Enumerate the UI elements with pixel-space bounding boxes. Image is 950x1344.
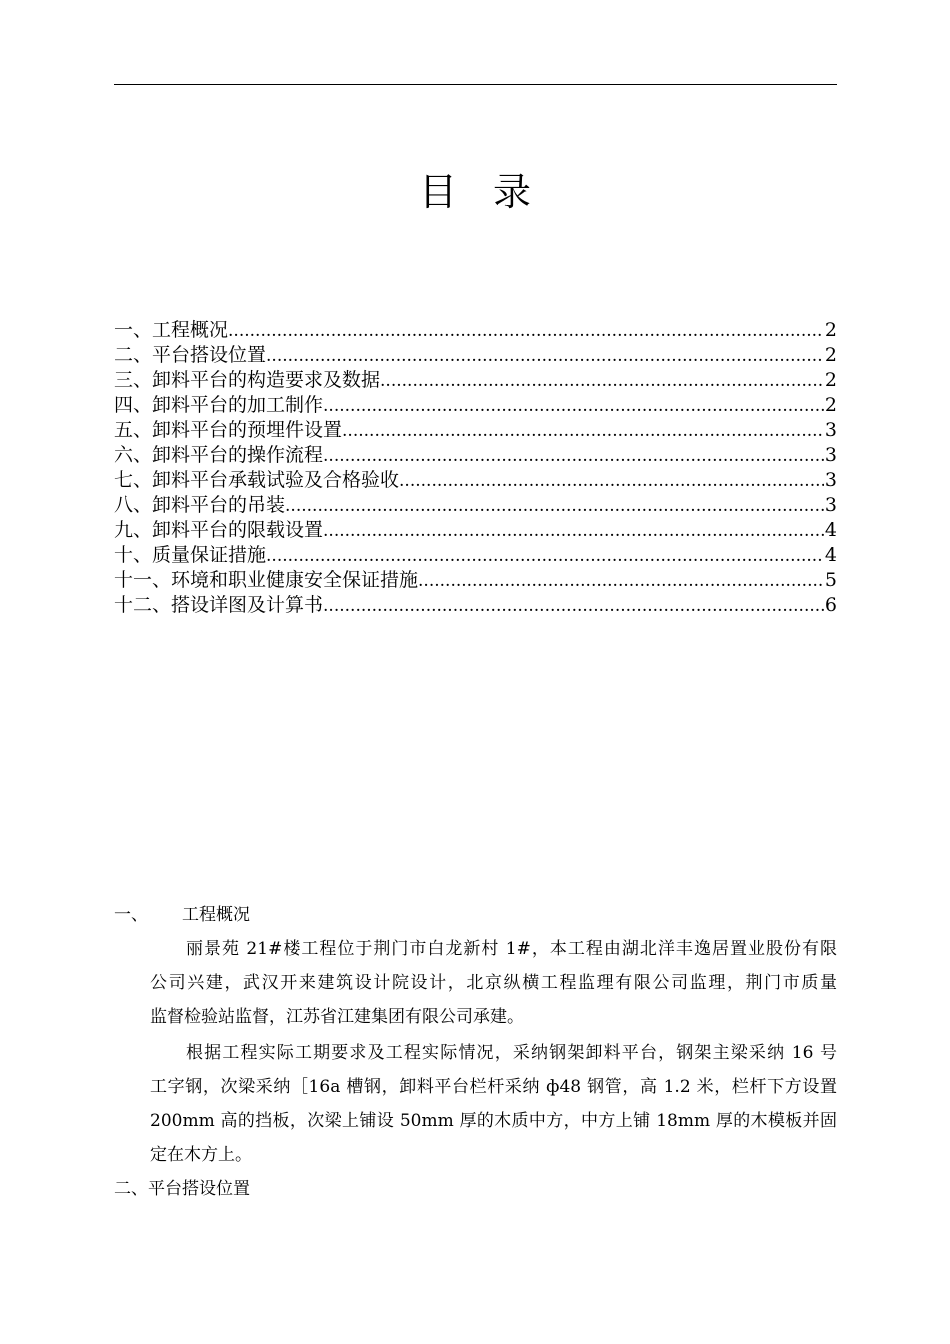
toc-entry[interactable]: [114, 493, 837, 518]
toc-entry[interactable]: [114, 418, 837, 443]
toc-entry-label: 十、质量保证措施: [114, 544, 267, 566]
body-text: [114, 900, 837, 1206]
toc-entry[interactable]: [114, 543, 837, 568]
toc-leader-dots: [285, 494, 824, 519]
paragraph-line: 根据工程实际工期要求及工程实际情况，采纳钢架卸料平台，钢架主梁采纳 16 号: [186, 1043, 837, 1063]
toc-entry-label: 九、卸料平台的限载设置: [114, 519, 324, 541]
toc-title: 目录: [418, 170, 567, 214]
toc-entry-page: 2: [824, 344, 837, 366]
toc-entry-page: 5: [824, 569, 837, 591]
toc-entry[interactable]: [114, 568, 837, 593]
toc-entry[interactable]: [114, 393, 837, 418]
toc-entry-page: 3: [824, 469, 837, 491]
toc-leader-dots: [228, 319, 824, 344]
header-rule: [114, 84, 837, 85]
toc-leader-dots: [323, 394, 824, 419]
toc-entry-page: 2: [824, 394, 837, 416]
toc-leader-dots: [323, 519, 824, 544]
toc-entry-label: 五、卸料平台的预埋件设置: [114, 419, 343, 441]
toc-leader-dots: [399, 469, 824, 494]
table-of-contents: [114, 318, 837, 618]
toc-entry-label: 一、工程概况: [114, 319, 229, 341]
toc-leader-dots: [323, 444, 824, 469]
toc-leader-dots: [342, 419, 824, 444]
toc-entry[interactable]: [114, 443, 837, 468]
paragraph-line: 工字钢，次梁采纳［16a 槽钢，卸料平台栏杆采纳 ф48 钢管，高 1.2 米，栏杆下方设置: [150, 1077, 837, 1097]
toc-leader-dots: [418, 569, 824, 594]
toc-leader-dots: [266, 544, 824, 569]
toc-entry[interactable]: [114, 318, 837, 343]
toc-entry-page: 3: [824, 444, 837, 466]
toc-entry-page: 3: [824, 494, 837, 516]
paragraph: [114, 1036, 837, 1172]
paragraph-line: 公司兴建，武汉开来建筑设计院设计，北京纵横工程监理有限公司监理，荆门市质量: [150, 973, 837, 993]
toc-entry-label: 三、卸料平台的构造要求及数据: [114, 369, 381, 391]
toc-leader-dots: [266, 344, 824, 369]
toc-entry[interactable]: [114, 593, 837, 618]
toc-entry-label: 六、卸料平台的操作流程: [114, 444, 324, 466]
toc-entry[interactable]: [114, 368, 837, 393]
toc-entry-label: 八、卸料平台的吊装: [114, 494, 286, 516]
toc-entry-label: 七、卸料平台承载试验及合格验收: [114, 469, 400, 491]
toc-entry-page: 2: [824, 319, 837, 341]
toc-entry[interactable]: [114, 343, 837, 368]
toc-entry-label: 十一、环境和职业健康安全保证措施: [114, 569, 419, 591]
toc-entry-page: 2: [824, 369, 837, 391]
toc-entry-label: 四、卸料平台的加工制作: [114, 394, 324, 416]
toc-leader-dots: [380, 369, 824, 394]
section-number: 一、: [114, 905, 148, 925]
toc-leader-dots: [323, 594, 824, 619]
paragraph-line: 200mm 高的挡板，次梁上铺设 50mm 厚的木质中方，中方上铺 18mm 厚的木模板并固: [150, 1111, 837, 1131]
toc-entry-label: 二、平台搭设位置: [114, 344, 267, 366]
paragraph: [114, 932, 837, 1034]
toc-entry-label: 十二、搭设详图及计算书: [114, 594, 324, 616]
paragraph-line: 定在木方上。: [150, 1145, 252, 1165]
toc-entry[interactable]: [114, 518, 837, 543]
paragraph-line: 监督检验站监督，江苏省江建集团有限公司承建。: [150, 1007, 524, 1027]
toc-entry-page: 4: [824, 519, 837, 541]
toc-entry-page: 4: [824, 544, 837, 566]
paragraph-line: 丽景苑 21#楼工程位于荆门市白龙新村 1#，本工程由湖北洋丰逸居置业股份有限: [186, 939, 837, 959]
section-heading: 二、平台搭设位置: [114, 1179, 250, 1199]
toc-entry-page: 3: [824, 419, 837, 441]
toc-entry[interactable]: [114, 468, 837, 493]
section-heading: [114, 900, 837, 930]
section-title: 工程概况: [182, 905, 250, 925]
toc-entry-page: 6: [824, 594, 837, 616]
